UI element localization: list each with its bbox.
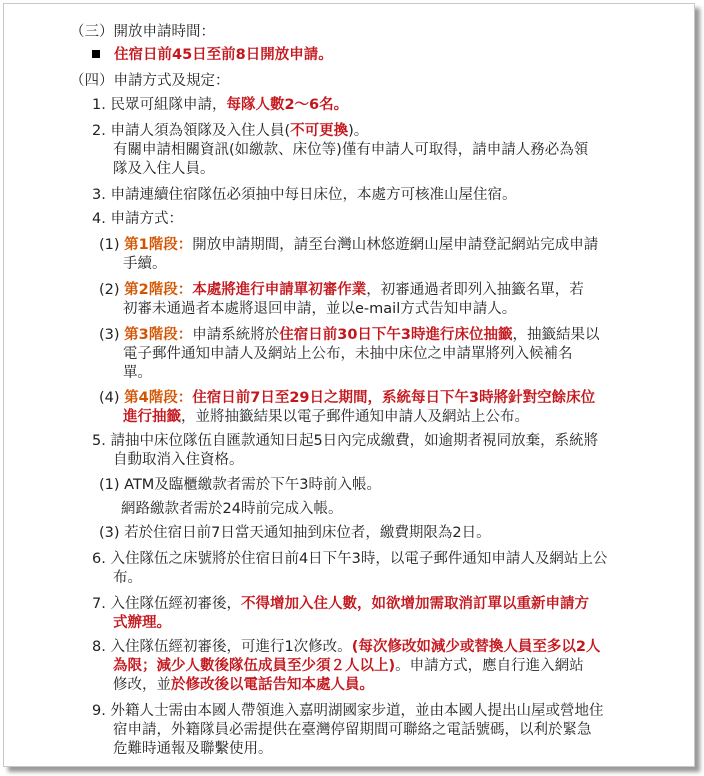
phase-1-line-2: 手續。 [123, 256, 167, 272]
item-5-sub-3: (3) 若於住宿日前7日當天通知抽到床位者，繳費期限為2日。 [99, 525, 491, 541]
item-5-line-2: 自動取消入住資格。 [113, 452, 244, 468]
section-3-title: （三）開放申請時間： [70, 24, 215, 40]
phase-1: (1) 第1階段：開放申請期間，請至台灣山林悠遊網山屋申請登記網站完成申請 [99, 237, 599, 253]
section-4-title: （四）申請方式及規定： [70, 73, 230, 89]
item-9: 9. 外籍人士需由本國人帶領進入嘉明湖國家步道，並由本國人提出山屋或營地住 [92, 703, 604, 719]
item-1: 1. 民眾可組隊申請，每隊人數2～6名。 [92, 97, 349, 113]
phase-3-line-3: 單。 [123, 365, 152, 381]
item-5-sub-1: (1) ATM及臨櫃繳款者需於下午3時前入帳。 [99, 477, 382, 493]
square-bullet-icon [92, 50, 100, 58]
item-9-line-2: 宿申請，外籍隊員必需提供在臺灣停留期間可聯絡之電話號碼，以利於緊急 [113, 722, 592, 738]
item-9-line-3: 危難時通報及聯繫使用。 [113, 741, 273, 757]
section-3-bullet: 住宿日前45日至前8日開放申請。 [92, 46, 333, 64]
item-7-line-2: 式辦理。 [113, 615, 171, 631]
phase-4-line-2: 進行抽籤，並將抽籤結果以電子郵件通知申請人及網站上公布。 [123, 409, 529, 425]
item-5: 5. 請抽中床位隊伍自匯款通知日起5日內完成繳費，如逾期者視同放棄，系統將 [92, 433, 599, 449]
item-6-line-2: 布。 [113, 570, 142, 586]
item-8-line-3: 修改，並於修改後以電話告知本處人員。 [113, 677, 374, 693]
phase-2: (2) 第2階段：本處將進行申請單初審作業，初審通過者即列入抽籤名單，若 [99, 282, 584, 298]
phase-3-line-2: 電子郵件通知申請人及網站上公布，未抽中床位之申請單將列入候補名 [123, 346, 573, 362]
item-8: 8. 入住隊伍經初審後，可進行1次修改。(每次修改如減少或替換人員至多以2人 [92, 639, 601, 655]
item-4: 4. 申請方式： [92, 211, 183, 227]
item-2-line-2: 有關申請相關資訊(如繳款、床位等)僅有申請人可取得，請申請人務必為領 [113, 142, 589, 158]
item-7: 7. 入住隊伍經初審後，不得增加入住人數，如欲增加需取消訂單以重新申請方 [92, 596, 589, 612]
item-6: 6. 入住隊伍之床號將於住宿日前4日下午3時，以電子郵件通知申請人及網站上公 [92, 551, 608, 567]
item-2: 2. 申請人須為領隊及入住人員(不可更換)。 [92, 123, 369, 139]
phase-2-line-2: 初審未通過者本處將退回申請，並以e-mail方式告知申請人。 [123, 301, 517, 317]
item-5-sub-2: 網路繳款者需於24時前完成入帳。 [121, 501, 343, 517]
item-3: 3. 申請連續住宿隊伍必須抽中每日床位，本處方可核准山屋住宿。 [92, 187, 517, 203]
phase-3: (3) 第3階段：申請系統將於住宿日前30日下午3時進行床位抽籤，抽籤結果以 [99, 327, 600, 343]
item-2-line-3: 隊及入住人員。 [113, 161, 215, 177]
phase-4: (4) 第4階段：住宿日前7日至29日之期間，系統每日下午3時將針對空餘床位 [99, 390, 596, 406]
item-8-line-2: 為限；減少人數後隊伍成員至少須２人以上)。申請方式，應自行進入網站 [113, 658, 584, 674]
